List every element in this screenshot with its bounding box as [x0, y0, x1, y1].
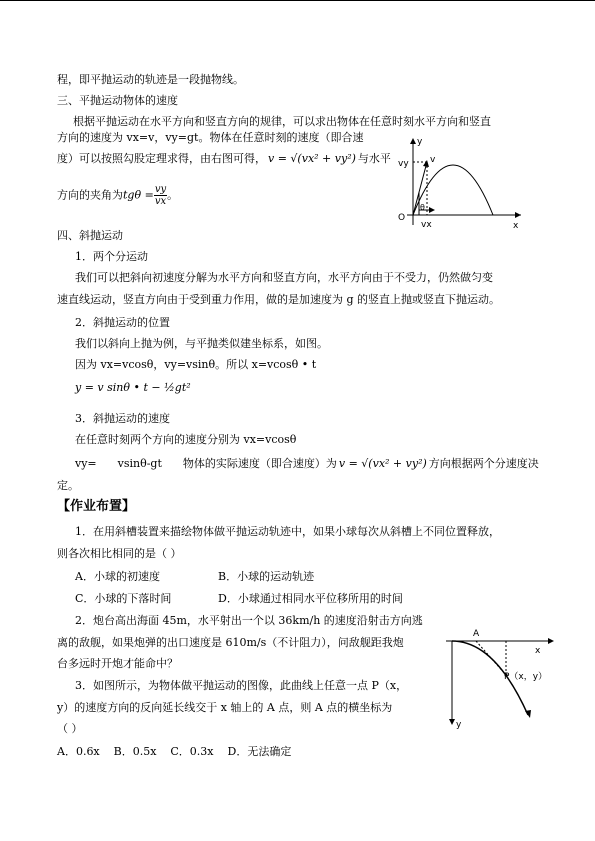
section-4-1-line-2: 速直线运动，竖直方向由于受到重力作用，做的是加速度为 g 的竖直上抛或竖直下抛运动。: [57, 293, 501, 306]
velocity-diagram: [393, 130, 533, 235]
question-1-option-d: D．小球通过相同水平位移所用的时间: [218, 592, 403, 605]
fig1-vx-label: vx: [421, 220, 432, 230]
fig1-velocity-arrow: [423, 160, 429, 167]
homework-title: 【作业布置】: [57, 499, 136, 514]
section-3-line-3: [57, 152, 391, 166]
velocity-formula: v = √(vx² + vy²): [268, 152, 356, 165]
fig1-x-arrow: [515, 212, 521, 218]
question-1-option-b: B．小球的运动轨迹: [218, 570, 315, 583]
angle-period: 。: [167, 188, 179, 202]
position-y-formula: y = v sinθ • t − ½gt²: [75, 381, 191, 394]
fig1-x-label: x: [513, 221, 519, 231]
section-4-2-title: 2．斜抛运动的位置: [75, 316, 170, 329]
section-4-3-line-2-tail: 方向根据两个分速度决: [428, 457, 539, 470]
fig2-x-arrow: [548, 638, 554, 644]
section-4-3-title: 3．斜抛运动的速度: [75, 412, 170, 425]
section-4-3-line-2: [75, 457, 539, 471]
section-4-title: 四、斜抛运动: [57, 229, 123, 242]
tan-denominator: vx: [154, 196, 167, 207]
fig2-a-label: A: [473, 629, 480, 639]
section-3-line-2: 方向的速度为 vx=v，vy=gt。物体在任意时刻的速度（即合速: [57, 131, 364, 144]
fig1-y-arrow: [410, 138, 416, 144]
fig1-y-label: y: [417, 137, 423, 147]
section-3-line-4: [57, 184, 178, 207]
fig2-y-arrow: [449, 719, 455, 725]
fig2-trajectory-arrow: [525, 710, 531, 718]
question-1-option-a: A．小球的初速度: [75, 570, 160, 583]
question-1-line-1: 1．在用斜槽装置来描绘物体做平抛运动轨迹中，如果小球每次从斜槽上不同位置释放，: [75, 525, 500, 538]
question-3-line-2: y）的速度方向的反向延长线交于 x 轴上的 A 点，则 A 点的横坐标为: [57, 701, 393, 714]
fig1-vx-arrow: [429, 207, 435, 213]
question-3-line-3: （ ）: [57, 722, 83, 735]
question-1-line-2: 则各次相比相同的是（ ）: [57, 547, 182, 560]
section-3-line-3-tail: 与水平: [357, 152, 391, 165]
section-4-3-line-3: 定。: [57, 479, 79, 492]
section-3-title: 三、平抛运动物体的速度: [57, 94, 178, 107]
question-3-line-1: 3．如图所示，为物体做平抛运动的图像，此曲线上任意一点 P（x，: [75, 679, 408, 692]
question-2-line-1: 2．炮台高出海面 45m，水平射出一个以 36km/h 的速度沿射击方向逃: [75, 614, 423, 627]
tan-formula-lhs: tgθ =: [123, 188, 154, 202]
section-4-2-line-2: 因为 vx=vcosθ，vy=vsinθ。所以 x=vcosθ • t: [75, 358, 317, 371]
question-2-line-2: 离的敌舰，如果炮弹的出口速度是 610m/s（不计阻力），问敌舰距我炮: [57, 636, 404, 649]
fig1-v-label: v: [430, 155, 436, 165]
question-3-options: A．0.6x B．0.5x C．0.3x D．无法确定: [57, 745, 292, 758]
fig1-trajectory: [413, 165, 493, 215]
fig1-origin-label: O: [398, 213, 406, 223]
tan-numerator: vy: [154, 184, 167, 195]
fig1-theta-label: θ: [420, 203, 425, 212]
section-3-line-3-text: 度）可以按照勾股定理求得，由右图可得，: [57, 152, 266, 165]
tan-fraction: [154, 184, 167, 207]
section-4-3-line-2-text: vy= vsinθ-gt 物体的实际速度（即合速度）为: [75, 457, 337, 470]
paragraph-continuation: 程，即平抛运动的轨迹是一段抛物线。: [57, 73, 244, 86]
section-4-2-line-1: 我们以斜向上抛为例，与平抛类似建坐标系，如图。: [75, 337, 328, 350]
fig2-p-label: P（x，y）: [504, 672, 548, 682]
fig2-y-label: y: [456, 720, 462, 730]
trajectory-diagram: [440, 623, 560, 738]
fig1-vy-label: vy: [398, 159, 409, 169]
section-4-3-line-1: 在任意时刻两个方向的速度分别为 vx=vcosθ: [75, 433, 297, 446]
section-4-1-line-1: 我们可以把斜向初速度分解为水平方向和竖直方向，水平方向由于不受力，仍然做匀变: [75, 271, 493, 284]
question-2-line-3: 台多远时开炮才能命中？: [57, 657, 178, 670]
fig2-x-label: x: [535, 646, 541, 656]
angle-text: 方向的夹角为: [57, 188, 123, 202]
question-1-option-c: C．小球的下落时间: [75, 592, 172, 605]
header-rule: [0, 0, 595, 1]
section-4-1-title: 1．两个分运动: [75, 250, 148, 263]
combined-velocity-formula: v = √(vx² + vy²): [338, 457, 427, 470]
section-3-line-1: 根据平抛运动在水平方向和竖直方向的规律，可以求出物体在任意时刻水平方向和竖直: [73, 115, 491, 128]
